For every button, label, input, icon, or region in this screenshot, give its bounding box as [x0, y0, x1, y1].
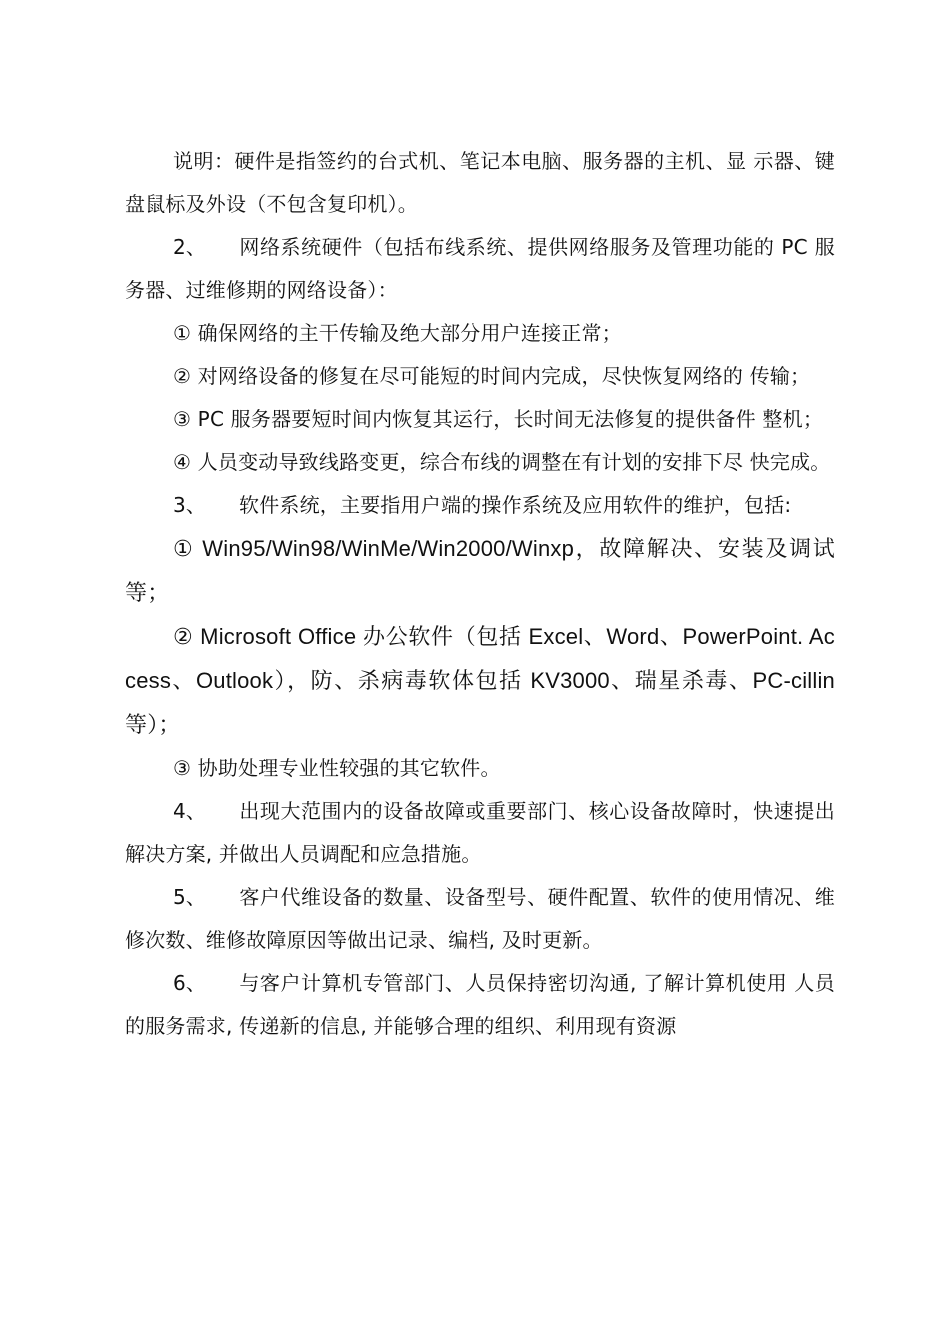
paragraph-text: 网络系统硬件（包括布线系统、提供网络服务及管理功能的 PC 服务器、过维修期的网络设备）：	[125, 235, 835, 302]
paragraph-text: 出现大范围内的设备故障或重要部门、核心设备故障时，快速提出解决方案, 并做出人员调配和应急措施。	[125, 799, 835, 866]
paragraph-subitem	[125, 441, 835, 484]
paragraph-subitem	[125, 312, 835, 355]
paragraph-subitem	[125, 615, 835, 747]
paragraph-subitem	[125, 747, 835, 790]
item-number: 3、	[173, 493, 207, 517]
paragraph-note	[125, 140, 835, 226]
paragraph-subitem	[125, 398, 835, 441]
paragraph-text: 软件系统，主要指用户端的操作系统及应用软件的维护，包括:	[239, 493, 792, 517]
paragraph-item-2	[125, 226, 835, 312]
paragraph-text: 与客户计算机专管部门、人员保持密切沟通, 了解计算机使用 人员的服务需求, 传递新的信息, 并能够合理的组织、利用现有资源	[125, 971, 835, 1038]
paragraph-text: ② Microsoft Office 办公软件（包括 Excel、Word、PowerPoint. Access、Outlook），防、杀病毒软体包括 KV3000、瑞星杀毒、PC-cillin 等）；	[125, 624, 835, 737]
paragraph-item-6	[125, 962, 835, 1048]
item-number: 6、	[173, 971, 207, 995]
paragraph-subitem	[125, 355, 835, 398]
paragraph-text: 说明：硬件是指签约的台式机、笔记本电脑、服务器的主机、显 示器、键盘鼠标及外设（不包含复印机）。	[125, 149, 835, 216]
paragraph-text: ③ 协助处理专业性较强的其它软件。	[173, 756, 501, 780]
paragraph-item-5	[125, 876, 835, 962]
item-number: 5、	[173, 885, 207, 909]
paragraph-text: 客户代维设备的数量、设备型号、硬件配置、软件的使用情况、维修次数、维修故障原因等做出记录、编档, 及时更新。	[125, 885, 835, 952]
document-body	[125, 140, 835, 1048]
paragraph-text: ③ PC 服务器要短时间内恢复其运行，长时间无法修复的提供备件 整机；	[173, 407, 824, 431]
paragraph-item-4	[125, 790, 835, 876]
paragraph-subitem	[125, 527, 835, 615]
paragraph-item-3	[125, 484, 835, 527]
item-number: 4、	[173, 799, 207, 823]
item-number: 2、	[173, 235, 207, 259]
paragraph-text: ① 确保网络的主干传输及绝大部分用户连接正常；	[173, 321, 622, 345]
paragraph-text: ④ 人员变动导致线路变更，综合布线的调整在有计划的安排下尽 快完成。	[173, 450, 831, 474]
paragraph-text: ② 对网络设备的修复在尽可能短的时间内完成，尽快恢复网络的 传输；	[173, 364, 811, 388]
paragraph-text: ① Win95/Win98/WinMe/Win2000/Winxp，故障解决、安装及调试等；	[125, 536, 835, 605]
